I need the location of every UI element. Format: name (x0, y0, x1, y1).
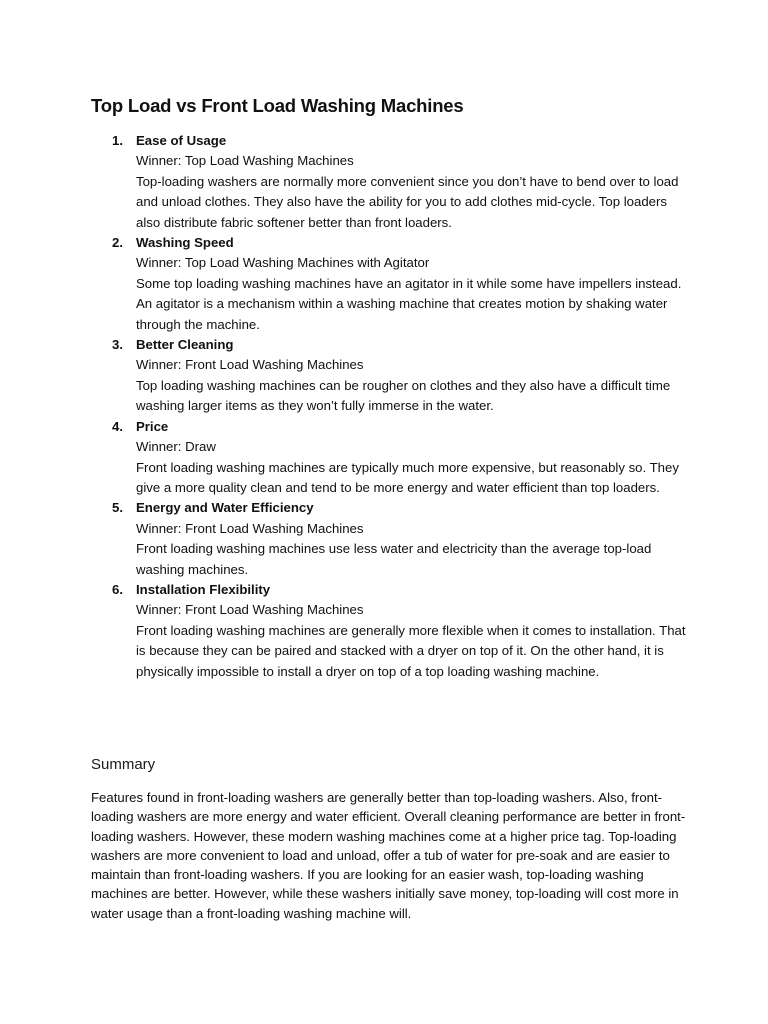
item-description: Top-loading washers are normally more convenient since you don’t have to bend over to load and unload clothes. They also have the ability for you to add clothes mid-cycle. Top loaders also distribute fabric softener better than front loaders. (136, 173, 679, 230)
page-title: Top Load vs Front Load Washing Machines (91, 95, 464, 116)
item-heading: Price (136, 418, 169, 434)
item-number: 4. (112, 418, 123, 434)
item-description: Front loading washing machines are typically much more expensive, but reasonably so. They give a more quality clean and tend to be more energy and water efficient than top loaders. (136, 459, 679, 495)
item-winner: Winner: Front Load Washing Machines (136, 602, 364, 618)
item-winner: Winner: Front Load Washing Machines (136, 520, 364, 536)
item-heading: Installation Flexibility (136, 581, 271, 597)
item-winner: Winner: Top Load Washing Machines with Agitator (136, 255, 430, 271)
list-item-installation-flexibility (91, 580, 691, 682)
item-number: 5. (112, 500, 123, 516)
item-number: 2. (112, 235, 123, 251)
item-description: Front loading washing machines are generally more flexible when it comes to installation. That is because they can be paired and stacked with a dryer on top of it. On the other hand, it is physically impossible to install a dryer on top of a top loading washing machine. (136, 622, 686, 679)
comparison-list (91, 131, 691, 682)
item-winner: Winner: Front Load Washing Machines (136, 357, 364, 373)
item-number: 6. (112, 581, 123, 597)
item-winner: Winner: Top Load Washing Machines (136, 153, 354, 169)
item-number: 3. (112, 337, 123, 353)
list-item-washing-speed (91, 233, 691, 335)
item-description: Top loading washing machines can be rougher on clothes and they also have a difficult time washing larger items as they won’t fully immerse in the water. (136, 377, 671, 414)
item-description: Some top loading washing machines have an agitator in it while some have impellers instead. An agitator is a mechanism within a washing machine that creates motion by shaking water through the machine. (136, 275, 682, 332)
item-heading: Ease of Usage (136, 133, 227, 148)
list-item-ease-of-usage (91, 131, 691, 233)
list-item-better-cleaning (91, 335, 691, 417)
list-item-energy-water-efficiency (91, 498, 691, 580)
item-heading: Energy and Water Efficiency (136, 500, 314, 516)
item-description: Front loading washing machines use less water and electricity than the average top-load washing machines. (136, 541, 652, 577)
item-number: 1. (112, 133, 123, 148)
item-heading: Washing Speed (136, 235, 234, 251)
summary-heading: Summary (91, 756, 156, 773)
item-winner: Winner: Draw (136, 439, 216, 455)
item-heading: Better Cleaning (136, 337, 234, 353)
list-item-price (91, 417, 691, 499)
summary-paragraph: Features found in front-loading washers are generally better than top-loading washers. Also, front-loading washers are more energy and water efficient. Overall cleaning performance are better in front-loading washers. However, these modern washing machines come at a higher price tag. Top-loading washers are more convenient to load and unload, offer a tub of water for pre-soak and are easier to maintain than front-loading washers. If you are looking for an easier wash, top-loading washing machines are better. However, while these washers initially save money, top-loading will cost more in water usage than a front-loading washing machine will. (91, 790, 686, 921)
